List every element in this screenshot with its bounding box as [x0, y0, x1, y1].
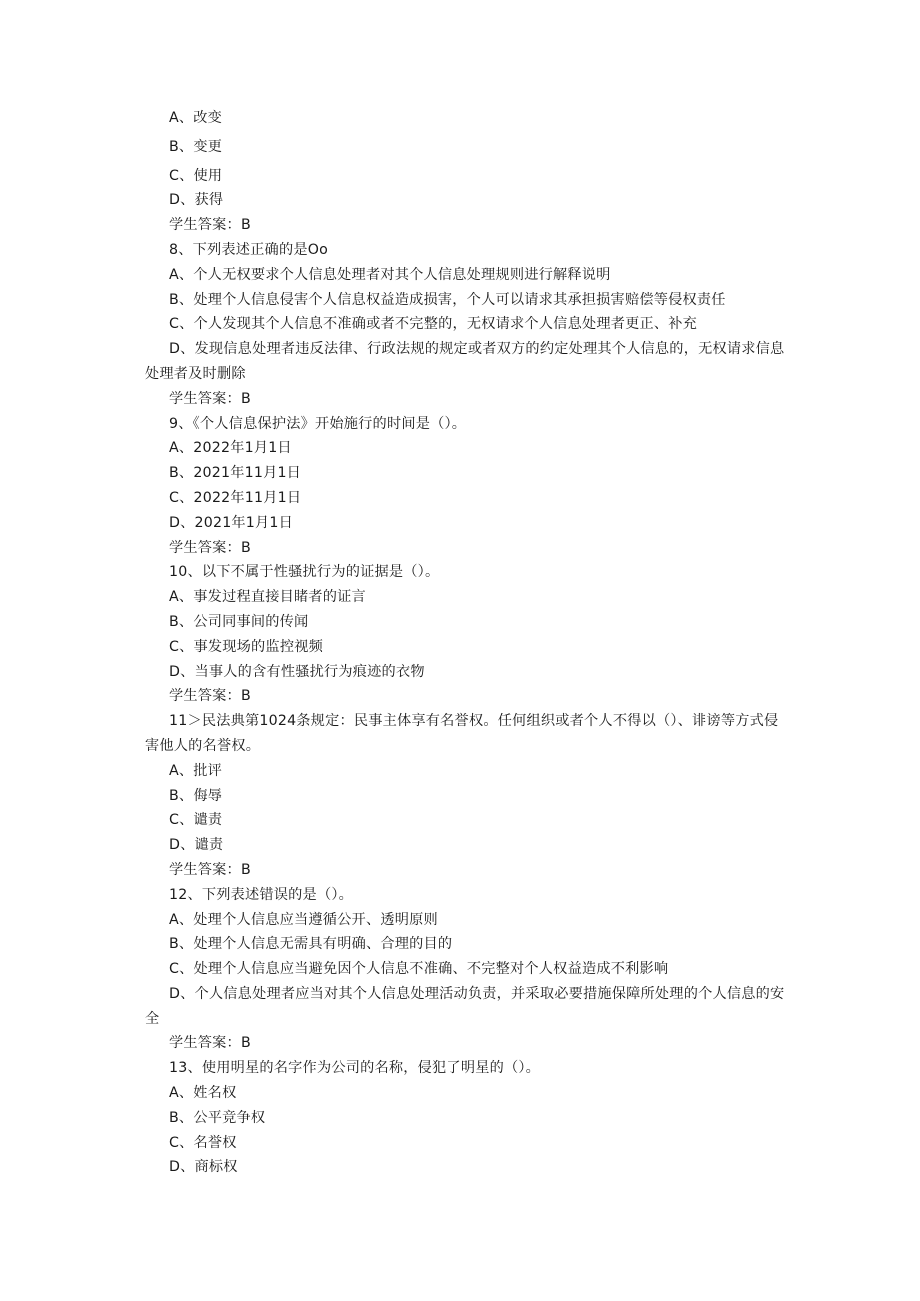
question-text: 11＞民法典第1024条规定：民事主体享有名誉权。任何组织或者个人不得以（）、诽谤等方式侵害他人的名誉权。 — [145, 713, 779, 754]
option-text: B、变更 — [169, 138, 223, 155]
option-text: C、个人发现其个人信息不准确或者不完整的，无权请求个人信息处理者更正、补充 — [169, 316, 698, 333]
option-text: C、处理个人信息应当避免因个人信息不准确、不完整对个人权益造成不利影响 — [169, 961, 669, 978]
option-text: A、批评 — [169, 762, 223, 779]
option-text: A、处理个人信息应当遵循公开、透明原则 — [169, 911, 438, 928]
option-text: C、2022年11月1日 — [169, 489, 302, 506]
document-body — [145, 106, 785, 1180]
option-text: C、谴责 — [169, 812, 223, 829]
question-text: 13、使用明星的名字作为公司的名称，侵犯了明星的（）。 — [169, 1060, 541, 1077]
option-text: A、姓名权 — [169, 1085, 237, 1102]
option-text: B、处理个人信息侵害个人信息权益造成损害，个人可以请求其承担损害赔偿等侵权责任 — [169, 291, 726, 308]
option-text: B、侮辱 — [169, 787, 223, 804]
option-text: C、事发现场的监控视频 — [169, 638, 323, 655]
option-text: B、公司同事间的传闻 — [169, 613, 309, 630]
option-text: D、个人信息处理者应当对其个人信息处理活动负责，并采取必要措施保障所处理的个人信息的安全 — [145, 985, 785, 1027]
question-text: 10、以下不属于性骚扰行为的证据是（）。 — [169, 564, 440, 581]
question-text: 9、《个人信息保护法》开始施行的时间是（）。 — [169, 415, 467, 432]
option-text: B、2021年11月1日 — [169, 465, 302, 482]
option-text: D、获得 — [169, 192, 224, 209]
option-text: C、名誉权 — [169, 1134, 237, 1151]
option-text: B、处理个人信息无需具有明确、合理的目的 — [169, 936, 453, 953]
option-text: D、发现信息处理者违反法律、行政法规的规定或者双方的约定处理其个人信息的，无权请求信息处理者及时删除 — [145, 341, 785, 382]
student-answer: 学生答案：B — [169, 688, 251, 705]
student-answer: 学生答案：B — [169, 539, 251, 556]
option-text: C、使用 — [169, 167, 223, 184]
student-answer: 学生答案：B — [169, 1035, 251, 1052]
option-text: D、当事人的含有性骚扰行为痕迹的衣物 — [169, 663, 425, 680]
option-text: A、事发过程直接目睹者的证言 — [169, 589, 366, 606]
option-text: B、公平竞争权 — [169, 1109, 266, 1126]
option-text: D、2021年1月1日 — [169, 514, 294, 531]
student-answer: 学生答案：B — [169, 217, 251, 234]
option-text: D、商标权 — [169, 1159, 238, 1176]
student-answer: 学生答案：B — [169, 390, 251, 407]
option-text: A、2022年1月1日 — [169, 440, 292, 457]
question-text: 8、下列表述正确的是Oo — [169, 241, 328, 258]
option-text: A、改变 — [169, 110, 223, 126]
student-answer: 学生答案：B — [169, 861, 251, 878]
option-text: D、谴责 — [169, 837, 224, 854]
option-text: A、个人无权要求个人信息处理者对其个人信息处理规则进行解释说明 — [169, 266, 611, 283]
question-text: 12、下列表述错误的是（）。 — [169, 886, 354, 903]
